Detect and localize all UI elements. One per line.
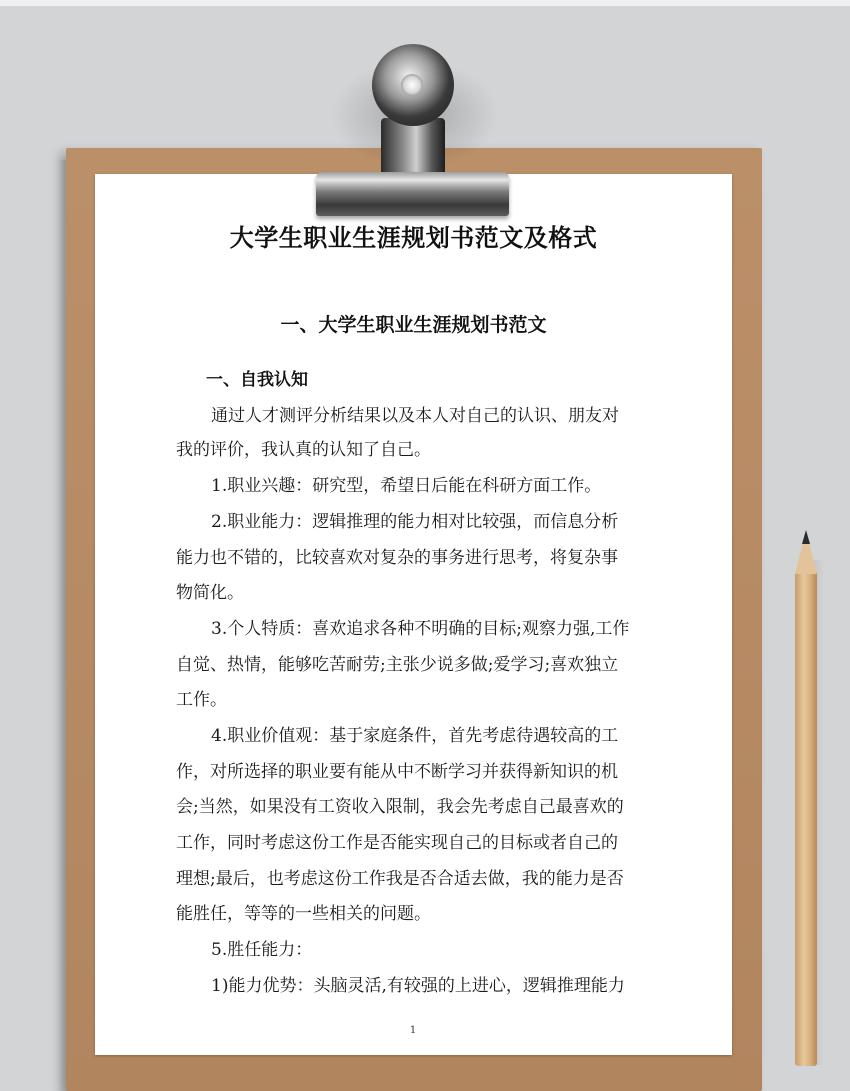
body-line: 自觉、热情，能够吃苦耐劳;主张少说多做;爱学习;喜欢独立 — [176, 655, 619, 675]
body-line: 物简化。 — [176, 583, 244, 603]
body-line: 2.职业能力：逻辑推理的能力相对比较强，而信息分析 — [211, 512, 619, 532]
body-line: 4.职业价值观：基于家庭条件，首先考虑待遇较高的工 — [211, 726, 619, 746]
body-line: 3.个人特质：喜欢追求各种不明确的目标;观察力强,工作 — [211, 619, 630, 639]
body-line: 能胜任，等等的一些相关的问题。 — [176, 904, 431, 924]
pencil-lead — [802, 530, 810, 544]
body-line: 1)能力优势：头脑灵活,有较强的上进心，逻辑推理能力 — [211, 976, 625, 996]
pencil — [795, 572, 817, 1066]
body-line: 作，对所选择的职业要有能从中不断学习并获得新知识的机 — [176, 762, 618, 782]
body-line: 5.胜任能力： — [211, 940, 313, 960]
clip-hole — [401, 74, 423, 96]
body-line: 通过人才测评分析结果以及本人对自己的认识、朋友对 — [211, 406, 619, 426]
body-line: 理想;最后，也考虑这份工作我是否合适去做，我的能力是否 — [176, 869, 624, 889]
body-line: 工作。 — [176, 690, 227, 710]
body-line: 工作，同时考虑这份工作是否能实现自己的目标或者自己的 — [176, 833, 618, 853]
section-heading: 一、大学生职业生涯规划书范文 — [280, 314, 547, 336]
body-line: 会;当然，如果没有工资收入限制，我会先考虑自己最喜欢的 — [176, 797, 624, 817]
document-title: 大学生职业生涯规划书范文及格式 — [229, 224, 598, 252]
page-number: 1 — [409, 1025, 417, 1036]
body-line: 我的评价，我认真的认知了自己。 — [176, 440, 431, 460]
binder-clip — [316, 172, 509, 216]
clip-arm — [381, 118, 445, 178]
body-line: 能力也不错的，比较喜欢对复杂的事务进行思考，将复杂事 — [176, 548, 618, 568]
subheading-self-awareness: 一、自我认知 — [206, 370, 308, 390]
top-strip — [0, 0, 850, 6]
body-line: 1.职业兴趣：研究型，希望日后能在科研方面工作。 — [211, 476, 602, 496]
